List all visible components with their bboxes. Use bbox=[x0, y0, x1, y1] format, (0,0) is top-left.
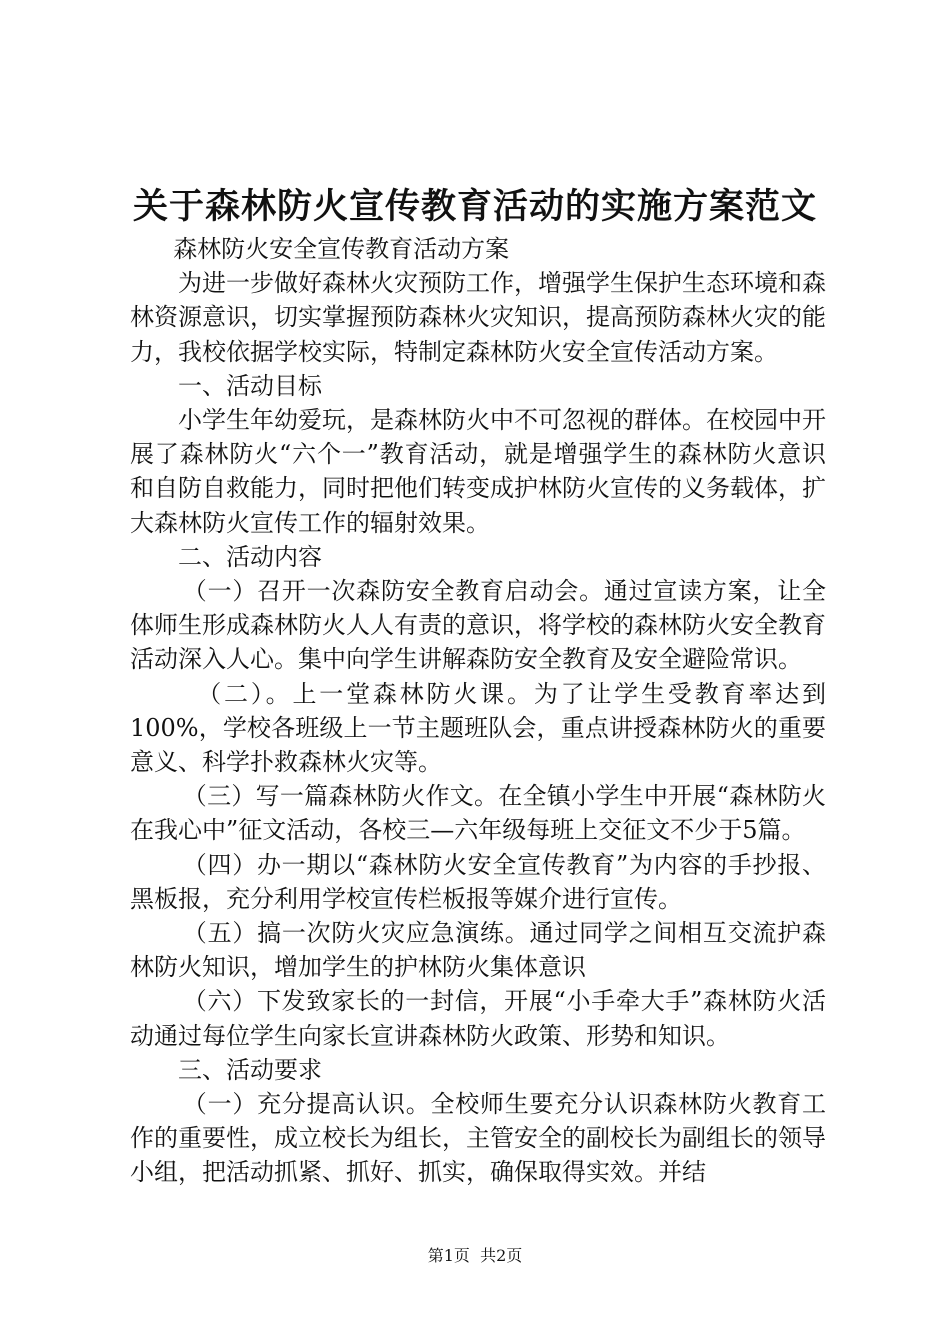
paragraph-intro: 为进一步做好森林火灾预防工作，增强学生保护生态环境和森林资源意识，切实掌握预防森林火灾知识，提高预防森林火灾的能力，我校依据学校实际，特制定森林防火安全宣传活动方案。 bbox=[130, 269, 826, 366]
document-subtitle: 森林防火安全宣传教育活动方案 bbox=[173, 235, 510, 263]
section-heading-requirements: 三、活动要求 bbox=[178, 1055, 322, 1084]
paragraph-content-2: （二）。上一堂森林防火课。为了让学生受教育率达到100%，学校各班级上一节主题班队会，重点讲授森林防火的重要意义、科学扑救森林火灾等。 bbox=[130, 679, 826, 777]
paragraph-content-3: （三）写一篇森林防火作文。在全镇小学生中开展“森林防火在我心中”征文活动，各校三—六年级每班上交征文不少于5篇。 bbox=[130, 782, 826, 845]
document-body bbox=[130, 232, 826, 1190]
paragraph-content-1: （一）召开一次森防安全教育启动会。通过宣读方案，让全体师生形成森林防火人人有责的意识，将学校的森林防火安全教育活动深入人心。集中向学生讲解森防安全教育及安全避险常识。 bbox=[130, 577, 826, 674]
section-heading-content: 二、活动内容 bbox=[178, 542, 322, 571]
paragraph-content-5: （五）搞一次防火灾应急演练。通过同学之间相互交流护森林防火知识，增加学生的护林防火集体意识 bbox=[130, 919, 826, 982]
page-footer: 第1页 共2页 bbox=[427, 1246, 523, 1265]
paragraph-content-4: （四）办一期以“森林防火安全宣传教育”为内容的手抄报、黑板报，充分利用学校宣传栏板报等媒介进行宣传。 bbox=[130, 850, 826, 913]
paragraph-content-6: （六）下发致家长的一封信，开展“小手牵大手”森林防火活动通过每位学生向家长宣讲森林防火政策、形势和知识。 bbox=[130, 987, 826, 1050]
paragraph-requirement-1: （一）充分提高认识。全校师生要充分认识森林防火教育工作的重要性，成立校长为组长，主管安全的副校长为副组长的领导小组，把活动抓紧、抓好、抓实，确保取得实效。并结 bbox=[130, 1090, 826, 1187]
document-title: 关于森林防火宣传教育活动的实施方案范文 bbox=[132, 186, 817, 227]
paragraph-goals: 小学生年幼爱玩，是森林防火中不可忽视的群体。在校园中开展了森林防火“六个一”教育活动，就是增强学生的森林防火意识和自防自救能力，同时把他们转变成护林防火宣传的义务载体，扩大森林防火宣传工作的辐射效果。 bbox=[130, 406, 826, 537]
section-heading-goals: 一、活动目标 bbox=[178, 371, 322, 400]
